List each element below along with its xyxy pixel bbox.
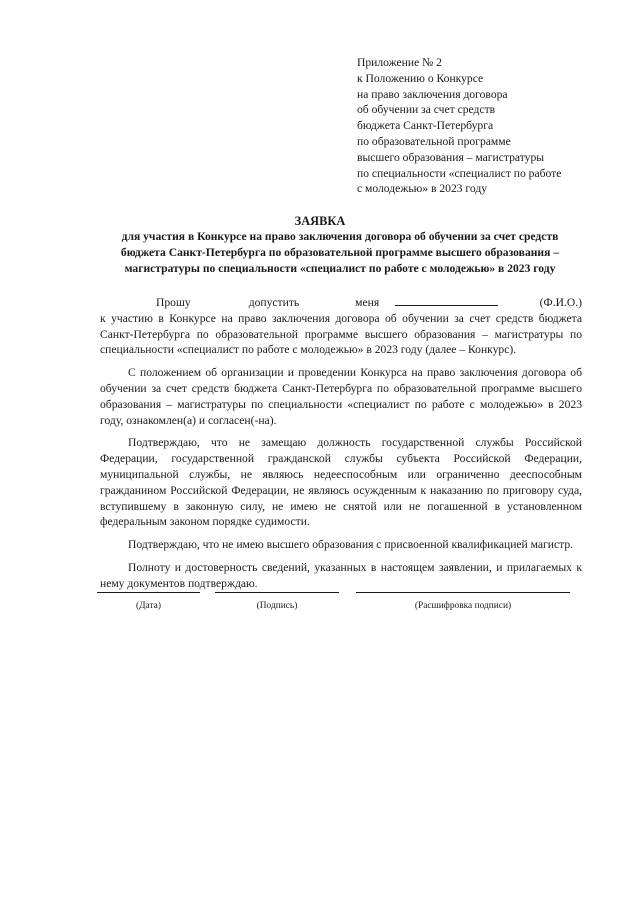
appendix-line: с молодежью» в 2023 году [357, 182, 488, 196]
signature-label: (Подпись) [256, 601, 298, 611]
document-title: ЗАЯВКА [294, 214, 346, 228]
appendix-line: на право заключения договора [357, 87, 508, 101]
request-word: Прошу [156, 296, 191, 309]
appendix-line: высшего образования – магистратуры [357, 150, 545, 164]
request-line [100, 294, 582, 311]
request-paragraph: к участию в Конкурсе на право заключения договора об обучении за счет средств бюджета Санкт-Петербурга по образовательной программе высшего образования – магистратуры по специальности «специалист по работе с молодежью» в 2023 году (далее – Конкурс). [100, 311, 582, 357]
date-line [97, 592, 200, 593]
signature-line [215, 592, 339, 593]
appendix-line: к Положению о Конкурсе [357, 71, 484, 85]
subtitle-line: магистратуры по специальности «специалист по работе с молодежью» в 2023 году [124, 262, 556, 275]
appendix-line: об обучении за счет средств [357, 103, 496, 117]
subtitle-line: для участия в Конкурсе на право заключения договора об обучении за счет средств [121, 230, 559, 243]
confirmation-education-paragraph: Подтверждаю, что не имею высшего образования с присвоенной квалификацией магистр. [128, 538, 574, 552]
appendix-line: по образовательной программе [357, 134, 511, 148]
accuracy-paragraph: Полноту и достоверность сведений, указанных в настоящем заявлении, и прилагаемых к нему документов подтверждаю. [100, 560, 582, 590]
date-signature-field[interactable] [97, 592, 200, 622]
signature-decode-field[interactable] [356, 592, 570, 622]
consent-paragraph: С положением об организации и проведении Конкурса на право заключения договора об обучении за счет средств бюджета Санкт-Петербурга по образовательной программе высшего образования – магистратуры по специальности «специалист по работе с молодежью» в 2023 году, ознакомлен(а) и согласен(-на). [100, 366, 582, 427]
date-label: (Дата) [136, 601, 161, 611]
signature-field[interactable] [215, 592, 339, 622]
signature-decode-line [356, 592, 570, 593]
appendix-line: Приложение № 2 [357, 56, 442, 69]
fio-label: (Ф.И.О.) [539, 296, 582, 309]
document-subtitle [95, 229, 585, 277]
request-word: меня [355, 296, 380, 309]
subtitle-line: бюджета Санкт-Петербурга по образовательной программе высшего образования – [120, 246, 560, 259]
application-body [100, 294, 582, 592]
confirmation-service-paragraph: Подтверждаю, что не замещаю должность государственной службы Российской Федерации, государственной гражданской службы субъекта Российской Федерации, муниципальной службы, не являюсь недееспособным или ограниченно дееспособным гражданином Российской Федерации, не являюсь осужденным к наказанию по приговору суда, вступившему в законную силу, не имею не снятой или не погашенной в установленном федеральным законом порядке судимости. [100, 436, 582, 529]
appendix-line: бюджета Санкт-Петербурга [357, 119, 494, 133]
appendix-note [357, 55, 597, 197]
appendix-line: по специальности «специалист по работе [357, 166, 562, 180]
request-word: допустить [248, 296, 300, 309]
signature-decode-label: (Расшифровка подписи) [414, 601, 512, 611]
fio-blank-field[interactable] [395, 294, 497, 306]
